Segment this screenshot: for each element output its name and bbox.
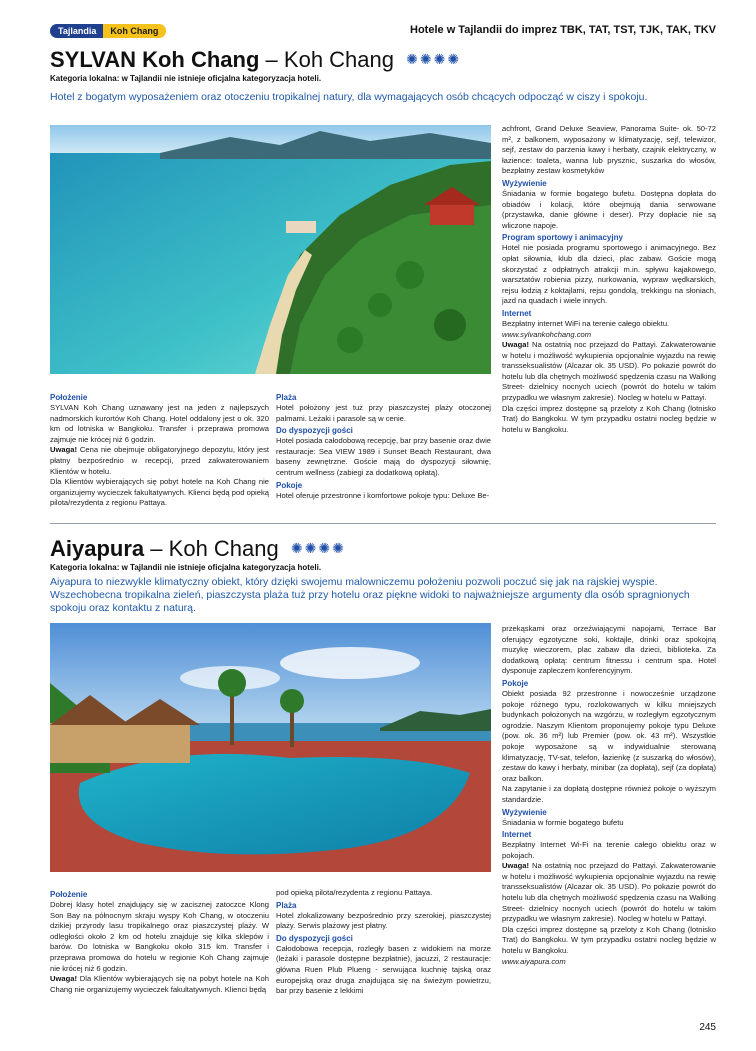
hotel2-category: Kategoria lokalna: w Tajlandii nie istnieje oficjalna kategoryzacja hoteli. xyxy=(50,563,322,572)
hotel2-note-label: Uwaga! xyxy=(502,861,530,871)
hotel1-guests-heading: Do dyspozycji gości xyxy=(276,426,353,436)
hotel1-note-text: Na ostatnią noc przejazd do Pattayi. Zakwaterowanie w hotelu i możliwość wykupienia opcjonalnie wyjazdu na rewię transseksualistów (Alcazar ok. 35 USD). Po pokazie powrót do hotelu lub dla chętnych możliwość spędzenia czasu na Walking Street- dzielnicy nocnych uciech (powrót do hotelu w takim przypadku we własnym zakresie). Nocleg w hotelu w Pattayi. xyxy=(502,340,716,403)
hotel2-rooms-text: Obiekt posiada 92 przestronne i nowocześnie urządzone pokoje różnego typu, rozlokowanych w kilku mniejszych budynkach położonych na wzgórzu, w rozległym egzotycznym ogrodzie. Naszym Klientom proponujemy pokoje typu Deluxe (pow. ok. 36 m²) lub Premier (pow. ok. 43 m²). Wszystkie pokoje wyposażone są w indywidualnie sterowaną klimatyzację, TV-sat, telefon, łazienkę (z suszarką do włosów), zestaw do kawy i herbaty, minibar (za dopłatą), sejf (za dopłatą) oraz balkon. xyxy=(502,688,716,783)
hotel2-photo xyxy=(50,623,491,872)
hotel2-internet-heading: Internet xyxy=(502,830,532,840)
hotel1-intro: Hotel z bogatym wyposażeniem oraz otoczeniu tropikalnej natury, dla wymagających osób chcących odpocząć w ciszy i spokoju. xyxy=(50,91,648,103)
hotel2-name: Aiyapura xyxy=(50,536,145,561)
hotel1-warning-label: Uwaga! xyxy=(50,445,78,455)
hotel2-guests-heading: Do dyspozycji gości xyxy=(276,933,353,943)
hotel1-beach-heading: Plaża xyxy=(276,393,297,402)
hotel2-title xyxy=(50,535,346,562)
hotel1-internet-heading: Internet xyxy=(502,308,532,318)
hotel2-col2-continued: pod opieką pilota/rezydenta z regionu Pattaya. xyxy=(276,888,433,897)
hotel2-warning-label: Uwaga! xyxy=(50,974,78,984)
hotel2-rooms-extra: Na zapytanie i za dopłatą dostępne również pokoje o wyższym standardzie. xyxy=(502,784,716,804)
country-tag: Tajlandia xyxy=(50,24,103,38)
series-header: Hotele w Tajlandii do imprez TBK, TAT, TST, TJK, TAK, TKV xyxy=(410,24,716,36)
hotel1-food-heading: Wyżywienie xyxy=(502,178,547,188)
hotel1-website-link[interactable]: www.sylvankohchang.com xyxy=(502,329,592,339)
hotel1-warning xyxy=(50,445,269,477)
hotel2-note xyxy=(502,861,716,925)
hotel2-internet-text: Bezpłatny Internet Wi-Fi na terenie całego obiektu oraz w pokojach. xyxy=(502,840,716,860)
hotel2-note-text: Na ostatnią noc przejazd do Pattayi. Zakwaterowanie w hotelu i możliwość wykupienia opcjonalnie wyjazdu na rewię transseksualistów (Alcazar ok. 35 USD). Po pokazie powrót do hotelu lub dla chętnych możliwość spędzenia czasu na Walking Street- dzielnicy nocnych uciech (powrót do hotelu w takim przypadku we własnym zakresie). Nocleg w hotelu w Pattayi. xyxy=(502,861,716,924)
hotel1-sport-heading: Program sportowy i animacyjny xyxy=(502,233,623,243)
hotel1-rating-icon: ✺✺✺✺ xyxy=(406,51,462,67)
hotel2-column-2 xyxy=(276,888,491,997)
hotel2-rating-icon: ✺✺✺✺ xyxy=(290,540,346,556)
hotel1-location: Koh Chang xyxy=(283,47,394,72)
hotel1-internet-text: Bezpłatny internet WiFi na terenie całego obiektu. xyxy=(502,318,670,328)
hotel1-column-3 xyxy=(502,124,716,435)
hotel1-note xyxy=(502,340,716,404)
hotel2-beach-text: Hotel zlokalizowany bezpośrednio przy szerokiej, piaszczystej plaży. Serwis plażowy jest płatny. xyxy=(276,910,491,931)
page-number: 245 xyxy=(699,1022,716,1033)
hotel2-guests-text: Całodobowa recepcja, rozległy basen z widokiem na morze (leżaki i parasole dostępne bezpłatnie), jacuzzi, 2 restauracje: główna Ruen Plub Plueng - serwująca kuchnię tajską oraz europejską oraz druga znajdująca się na świeżym powietrzu, bar przy basenie z lekkimi xyxy=(276,943,491,996)
hotel2-food-heading: Wyżywienie xyxy=(502,807,547,817)
hotel1-dash: – xyxy=(265,47,278,72)
hotel1-note-label: Uwaga! xyxy=(502,340,530,350)
hotel1-column-1 xyxy=(50,391,269,509)
hotel2-rooms-heading: Pokoje xyxy=(502,678,529,688)
hotel1-food-text: Śniadania w formie bogatego bufetu. Dostępna dopłata do obiadów i kolacji, które obejmują dania serwowane (przystawka, danie główne i deser). Przy dopłacie nie są wliczone napoje. xyxy=(502,188,716,230)
hotel2-warning xyxy=(50,974,269,995)
hotel2-location-text: Dobrej klasy hotel znajdujący się w zacisznej zatoczce Klong Son Bay na północnym skraju wyspy Koh Chang, w otoczeniu dzikiej przyrody lasu tropikalnego oraz piaszczystej plaży. W odległości około 2 km od hotelu znajduje się kilka sklepów i barów. Do lotniska w Bangkoku około 315 km. Transfer i przeprawa promowa do hotelu w regionie Koh Chang zajmuje nie krócej niż 6 godzin. xyxy=(50,900,269,973)
hotel1-rooms-text: Hotel oferuje przestronne i komfortowe pokoje typu: Deluxe Be- xyxy=(276,490,490,500)
hotel2-website-link[interactable]: www.aiyapura.com xyxy=(502,956,566,966)
hotel2-intro: Aiyapura to niezwykle klimatyczny obiekt, który dzięki swojemu malowniczemu położeniu pozwoli poczuć się jak na rajskiej wyspie. Wszechobecna tropikalna zieleń, piaszczysta plaża tuż przy hotelu oraz piękne widoki to najważniejsze argumenty dla osób spragnionych spokoju oraz kontaktu z naturą. xyxy=(50,576,690,614)
hotel2-location-heading: Położenie xyxy=(50,890,88,899)
hotel1-warning-text: Cena nie obejmuje obligatoryjnego depozytu, który jest płatny bezpośrednio w recepcji, przed zakwaterowaniem Klientów w hotelu. xyxy=(50,445,269,476)
hotel2-dash: – xyxy=(150,536,163,561)
hotel1-guests-text: Hotel posiada całodobową recepcję, bar przy basenie oraz dwie restauracje: Sea VIEW 1989 i Sunset Beach Restaurant, dwa baseny zewnętrzne. Goście mają do dyspozycji siłownię, centrum wellness (zabiegi za dodatkową opłatą). xyxy=(276,436,491,477)
hotel1-title xyxy=(50,46,461,73)
section-divider xyxy=(50,523,716,524)
hotel2-beach-heading: Plaża xyxy=(276,900,297,910)
hotel1-flights-text: Dla części imprez dostępne są przeloty z Koh Chang (lotnisko Trat) do Bangkoku. W tym przypadku ostatni nocleg będzie w hotelu w Bangkoku. xyxy=(502,403,716,434)
hotel1-photo xyxy=(50,125,491,374)
hotel2-column-3 xyxy=(502,624,716,967)
hotel2-location: Koh Chang xyxy=(168,536,279,561)
hotel1-location-heading: Położenie xyxy=(50,393,88,402)
hotel1-sport-text: Hotel nie posiada programu sportowego i animacyjnego. Bez opłat siłownia, klub dla dzieci, plac zabaw. Goście mogą skorzystać z odpłatnych atrakcji m.in. spływu kajakowego, warsztatów robienia pizzy, nurkowania, wypraw wędkarskich, rejsu łodzią z koktajlami, rejsu gondolą, trekkingu na słoniach, jazd na quadach i wiele innych. xyxy=(502,243,716,306)
hotel1-rooms-heading: Pokoje xyxy=(276,480,303,490)
breadcrumb xyxy=(50,24,166,38)
hotel1-category: Kategoria lokalna: w Tajlandii nie istnieje oficjalna kategoryzacja hoteli. xyxy=(50,74,322,83)
hotel1-rooms-continued: achfront, Grand Deluxe Seaview, Panorama Suite- ok. 50-72 m², z balkonem, wyposażony w klimatyzację, sejf, telewizor, sejf, zestaw do parzenia kawy i herbaty, czajnik elektryczny, w łazience: toaleta, wanna lub prysznic, suszarka do włosów, bezpłatny zestaw kosmetyków xyxy=(502,124,716,176)
hotel2-warning-text: Dla Klientów wybierających się na pobyt hotele na Koh Chang nie organizujemy wycieczek fakultatywnych. Klienci będą xyxy=(50,974,269,994)
hotel2-col3-continued: przekąskami oraz orzeźwiającymi napojami, Terrace Bar oferujący egzotyczne soki, koktajle, drinki oraz spokojną muzykę wieczorem, plac zabaw dla dzieci, biblioteka. Za dodatkową opłatą: centrum fitnessu i centrum spa. Hotel dysponuje zapleczem konferencyjnym. xyxy=(502,624,716,676)
hotel1-location-text: SYLVAN Koh Chang uznawany jest na jeden z najlepszych nadmorskich kurortów Koh Chang. Hotel oddalony jest o ok. 320 km od lotniska w Bangkoku. Transfer i przeprawa promowa zajmuje nie krócej niż 6 godzin. xyxy=(50,403,269,444)
hotel2-food-text: Śniadania w formie bogatego bufetu xyxy=(502,817,624,827)
hotel1-column-2 xyxy=(276,391,491,501)
hotel1-excursions-text: Dla Klientów wybierających się pobyt hotele na Koh Chang nie organizujemy wycieczek fakultatywnych. Klienci będą pod opieką pilota/rezydenta z regionu Pattaya. xyxy=(50,477,269,508)
hotel1-beach-text: Hotel położony jest tuż przy piaszczystej plaży otoczonej palmami. Leżaki i parasole są w cenie. xyxy=(276,403,491,423)
region-tag: Koh Chang xyxy=(103,24,166,38)
hotel2-flights-text: Dla części imprez dostępne są przeloty z Koh Chang (lotnisko Trat) do Bangkoku. W tym przypadku ostatni nocleg będzie w hotelu w Bangkoku. xyxy=(502,924,716,956)
hotel1-name: SYLVAN Koh Chang xyxy=(50,47,260,72)
hotel2-column-1 xyxy=(50,888,269,995)
